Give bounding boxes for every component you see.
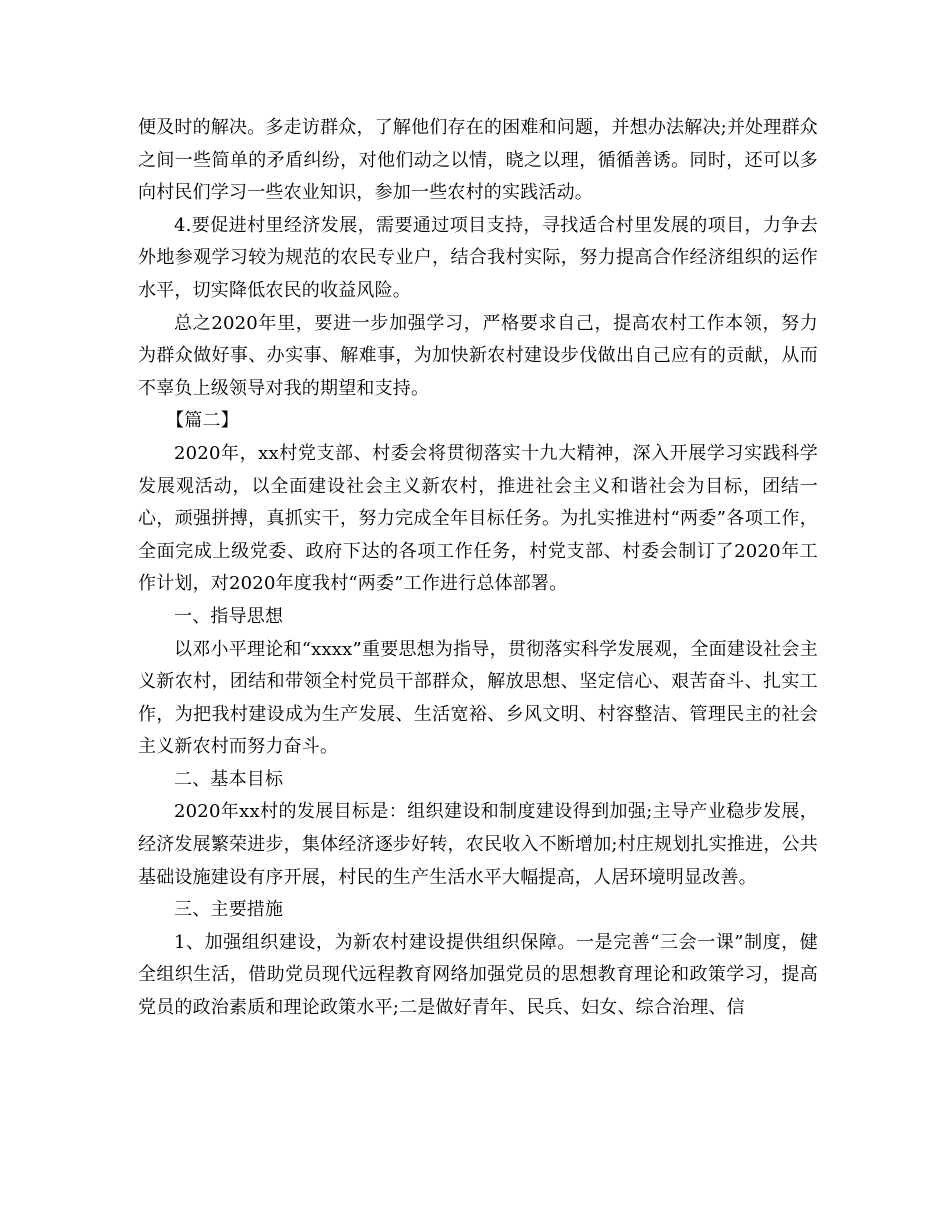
heading-basic-goals: 二、基本目标 <box>174 768 284 790</box>
heading-guiding-ideology: 一、指导思想 <box>174 605 284 627</box>
paragraph-summary: 总之2020年里，要进一步加强学习，严格要求自己，提高农村工作本领，努力为群众做好事、办实事、解难事，为加快新农村建设步伐做出自己应有的贡献，从而不辜负上级领导对我的期望和支持。 <box>138 312 818 399</box>
paragraph-main-measures: 1、加强组织建设，为新农村建设提供组织保障。一是完善“三会一课”制度，健全组织生活，借助党员现代远程教育网络加强党员的思想教育理论和政策学习，提高党员的政治素质和理论政策水平;二是做好青年、民兵、妇女、综合治理、信 <box>138 931 818 1019</box>
paragraph-basic-goals: 2020年xx村的发展目标是：组织建设和制度建设得到加强;主导产业稳步发展，经济发展繁荣进步，集体经济逐步好转，农民收入不断增加;村庄规划扎实推进，公共基础设施建设有序开展，村民的生产生活水平大幅提高，人居环境明显改善。 <box>138 801 818 888</box>
paragraph-item-4: 4.要促进村里经济发展，需要通过项目支持，寻找适合村里发展的项目，力争去外地参观学习较为规范的农民专业户，结合我村实际，努力提高合作经济组织的运作水平，切实降低农民的收益风险。 <box>138 214 818 301</box>
paragraph-intro: 2020年，xx村党支部、村委会将贯彻落实十九大精神，深入开展学习实践科学发展观活动，以全面建设社会主义新农村，推进社会主义和谐社会为目标，团结一心，顽强拼搏，真抓实干，努力完成全年目标任务。为扎实推进村“两委”各项工作，全面完成上级党委、政府下达的各项工作任务，村党支部、村委会制订了2020年工作计划，对2020年度我村“两委”工作进行总体部署。 <box>138 442 818 595</box>
paragraph-continuation: 便及时的解决。多走访群众，了解他们存在的困难和问题，并想办法解决;并处理群众之间一些简单的矛盾纠纷，对他们动之以情，晓之以理，循循善诱。同时，还可以多向村民们学习一些农业知识，参加一些农村的实践活动。 <box>138 117 818 204</box>
paragraph-guiding-ideology: 以邓小平理论和“xxxx”重要思想为指导，贯彻落实科学发展观，全面建设社会主义新农村，团结和带领全村党员干部群众，解放思想、坚定信心、艰苦奋斗、扎实工作，为把我村建设成为生产发展、生活宽裕、乡风文明、村容整洁、管理民主的社会主义新农村而努力奋斗。 <box>138 638 818 758</box>
heading-main-measures: 三、主要措施 <box>174 899 284 921</box>
section-heading-part-two: 【篇二】 <box>166 410 239 432</box>
document-body <box>138 112 818 1025</box>
